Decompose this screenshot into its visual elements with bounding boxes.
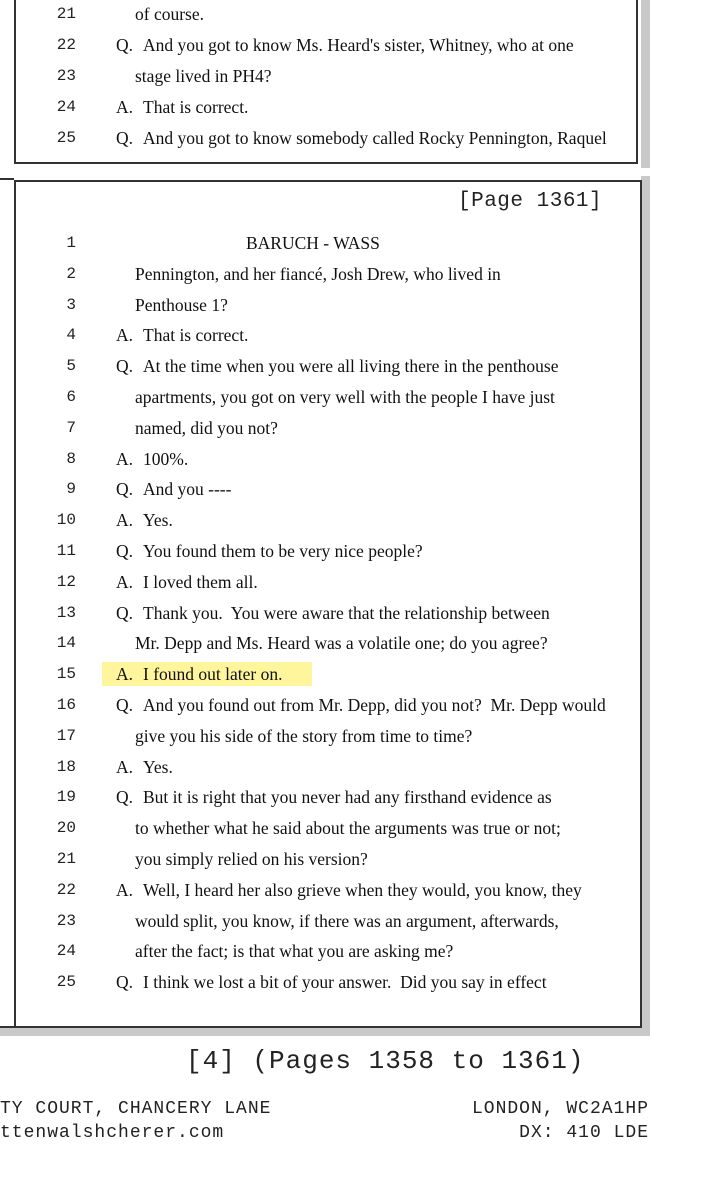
line-number: 25 — [56, 129, 76, 147]
adjacent-page-border-bottom — [0, 1026, 14, 1028]
line-text — [135, 259, 501, 289]
dx-number: DX: 410 LDE — [519, 1123, 649, 1143]
line-number: 20 — [56, 819, 76, 838]
line-content: I think we lost a bit of your answer. Did you say in effect — [143, 972, 547, 993]
line-content: Penthouse 1? — [135, 294, 228, 315]
line-text — [116, 567, 258, 597]
line-content: Thank you. You were aware that the relationship between — [143, 602, 550, 623]
speaker-label: A. — [116, 325, 134, 346]
line-text — [135, 61, 272, 91]
line-number: 7 — [66, 418, 76, 437]
line-number: 5 — [66, 357, 76, 376]
line-content: to whether what he said about the arguments was true or not; — [135, 818, 561, 839]
transcript-line — [16, 228, 656, 259]
transcript-line — [16, 0, 656, 30]
line-text — [116, 123, 607, 153]
line-text — [116, 30, 574, 60]
line-text — [116, 505, 173, 535]
line-text — [135, 844, 368, 874]
line-number: 21 — [56, 5, 76, 23]
line-text — [116, 967, 547, 997]
line-text — [135, 628, 548, 658]
speaker-label: A. — [116, 571, 134, 592]
line-text — [116, 875, 582, 905]
line-text — [116, 444, 188, 474]
speaker-label: A. — [116, 510, 134, 531]
transcript-line — [16, 92, 656, 123]
highlighted-answer — [102, 662, 312, 686]
line-content: of course. — [135, 4, 205, 24]
adjacent-page-border-top — [0, 178, 14, 180]
line-text — [246, 228, 380, 258]
line-number: 9 — [66, 480, 76, 499]
line-number: 14 — [56, 634, 76, 653]
pages-range-footer: [4] (Pages 1358 to 1361) — [186, 1046, 585, 1076]
line-content: And you ---- — [143, 479, 232, 500]
website-url: ttenwalshcherer.com — [0, 1123, 225, 1143]
transcript-line — [16, 813, 656, 844]
line-text — [135, 0, 204, 29]
transcript-page-previous — [14, 0, 638, 164]
transcript-line — [16, 536, 656, 567]
line-text — [116, 659, 312, 689]
line-content: you simply relied on his version? — [135, 849, 368, 869]
speaker-label: A. — [116, 756, 134, 777]
transcript-line — [16, 752, 656, 783]
line-number: 24 — [56, 942, 76, 961]
transcript-line — [16, 936, 656, 967]
line-content: named, did you not? — [135, 417, 278, 438]
line-content: But it is right that you never had any firsthand evidence as — [143, 787, 552, 808]
transcript-line — [16, 721, 656, 752]
line-text — [116, 536, 423, 566]
transcript-line — [16, 906, 656, 937]
speaker-label: A. — [116, 664, 134, 685]
line-content: Well, I heard her also grieve when they would, you know, they — [143, 879, 582, 900]
line-text — [116, 474, 231, 504]
line-content: would split, you know, if there was an argument, afterwards, — [135, 910, 559, 931]
line-number: 15 — [56, 665, 76, 684]
line-number: 10 — [56, 511, 76, 530]
transcript-line — [16, 875, 656, 906]
speaker-label: Q. — [116, 356, 134, 377]
line-text — [135, 413, 278, 443]
transcript-line — [16, 61, 656, 92]
line-number: 1 — [66, 234, 76, 252]
transcript-line — [16, 844, 656, 875]
transcript-line — [16, 259, 656, 290]
transcript-line — [16, 474, 656, 505]
line-text — [135, 382, 555, 412]
line-number: 3 — [66, 295, 76, 314]
line-content: And you got to know Ms. Heard's sister, Whitney, who at one — [143, 35, 574, 55]
line-content: And you found out from Mr. Depp, did you not? Mr. Depp would — [143, 695, 606, 715]
line-content: Mr. Depp and Ms. Heard was a volatile one; do you agree? — [135, 633, 548, 654]
speaker-label: A. — [116, 448, 134, 469]
speaker-label: Q. — [116, 541, 134, 561]
line-content: give you his side of the story from time to time? — [135, 725, 473, 746]
speaker-label: Q. — [116, 602, 134, 623]
line-content: Yes. — [143, 510, 173, 531]
line-content: And you got to know somebody called Rocky Pennington, Raquel — [143, 128, 607, 148]
line-text — [116, 598, 550, 628]
transcript-line — [16, 290, 656, 321]
line-number: 6 — [66, 388, 76, 406]
speaker-label: Q. — [116, 972, 134, 993]
transcript-line — [16, 351, 656, 382]
transcript-line — [16, 444, 656, 475]
line-text — [116, 92, 248, 122]
speaker-label: Q. — [116, 787, 134, 808]
court-address: TY COURT, CHANCERY LANE — [0, 1099, 272, 1119]
line-text — [135, 906, 559, 936]
line-content: I loved them all. — [143, 571, 258, 592]
transcript-line — [16, 382, 656, 413]
line-content: That is correct. — [143, 97, 249, 117]
line-number: 4 — [66, 326, 76, 345]
line-content: I found out later on. — [143, 664, 283, 685]
line-text — [116, 351, 559, 381]
line-number: 18 — [56, 757, 76, 776]
line-text — [135, 721, 472, 751]
speaker-label: Q. — [116, 479, 134, 500]
speaker-label: Q. — [116, 128, 134, 148]
line-number: 25 — [56, 973, 76, 992]
line-content: Yes. — [143, 756, 173, 777]
page-number-header: [Page 1361] — [458, 190, 603, 213]
line-text — [116, 320, 248, 350]
line-content: after the fact; is that what you are asking me? — [135, 941, 454, 962]
city-postcode: LONDON, WC2A1HP — [471, 1099, 649, 1119]
transcript-line — [16, 967, 656, 998]
line-text — [135, 936, 453, 966]
line-text — [135, 290, 228, 320]
line-content: BARUCH - WASS — [246, 233, 380, 253]
transcript-line — [16, 567, 656, 598]
line-number: 22 — [56, 36, 76, 54]
line-number: 12 — [56, 572, 76, 591]
speaker-label: A. — [116, 879, 134, 900]
transcript-line — [16, 320, 656, 351]
transcript-line — [16, 628, 656, 659]
line-number: 17 — [56, 726, 76, 745]
transcript-page-1361 — [14, 180, 642, 1028]
line-content: 100%. — [143, 448, 189, 469]
line-content: apartments, you got on very well with the people I have just — [135, 387, 555, 407]
line-number: 19 — [56, 788, 76, 807]
line-number: 23 — [56, 67, 76, 85]
page-shadow-bottom — [0, 1028, 650, 1036]
line-text — [135, 813, 561, 843]
transcript-line — [16, 505, 656, 536]
transcript-line — [16, 30, 656, 61]
transcript-line — [16, 413, 656, 444]
line-number: 23 — [56, 911, 76, 930]
transcript-line — [16, 123, 656, 154]
line-number: 22 — [56, 880, 76, 899]
line-number: 8 — [66, 449, 76, 468]
speaker-label: Q. — [116, 35, 134, 55]
transcript-line — [16, 659, 656, 690]
line-text — [116, 752, 173, 782]
line-number: 21 — [56, 850, 76, 868]
line-content: You found them to be very nice people? — [143, 541, 423, 561]
line-number: 16 — [56, 696, 76, 714]
line-text — [116, 690, 606, 720]
line-number: 24 — [56, 98, 76, 116]
transcript-line — [16, 782, 656, 813]
transcript-line — [16, 690, 656, 721]
speaker-label: A. — [116, 97, 134, 117]
speaker-label: Q. — [116, 695, 134, 715]
transcript-line — [16, 598, 656, 629]
line-number: 11 — [56, 542, 76, 560]
line-number: 13 — [56, 603, 76, 622]
line-text — [116, 782, 552, 812]
line-content: That is correct. — [143, 325, 249, 346]
line-content: Pennington, and her fiancé, Josh Drew, who lived in — [135, 263, 501, 284]
line-content: At the time when you were all living there in the penthouse — [143, 356, 559, 377]
line-number: 2 — [66, 264, 76, 283]
line-content: stage lived in PH4? — [135, 66, 272, 86]
